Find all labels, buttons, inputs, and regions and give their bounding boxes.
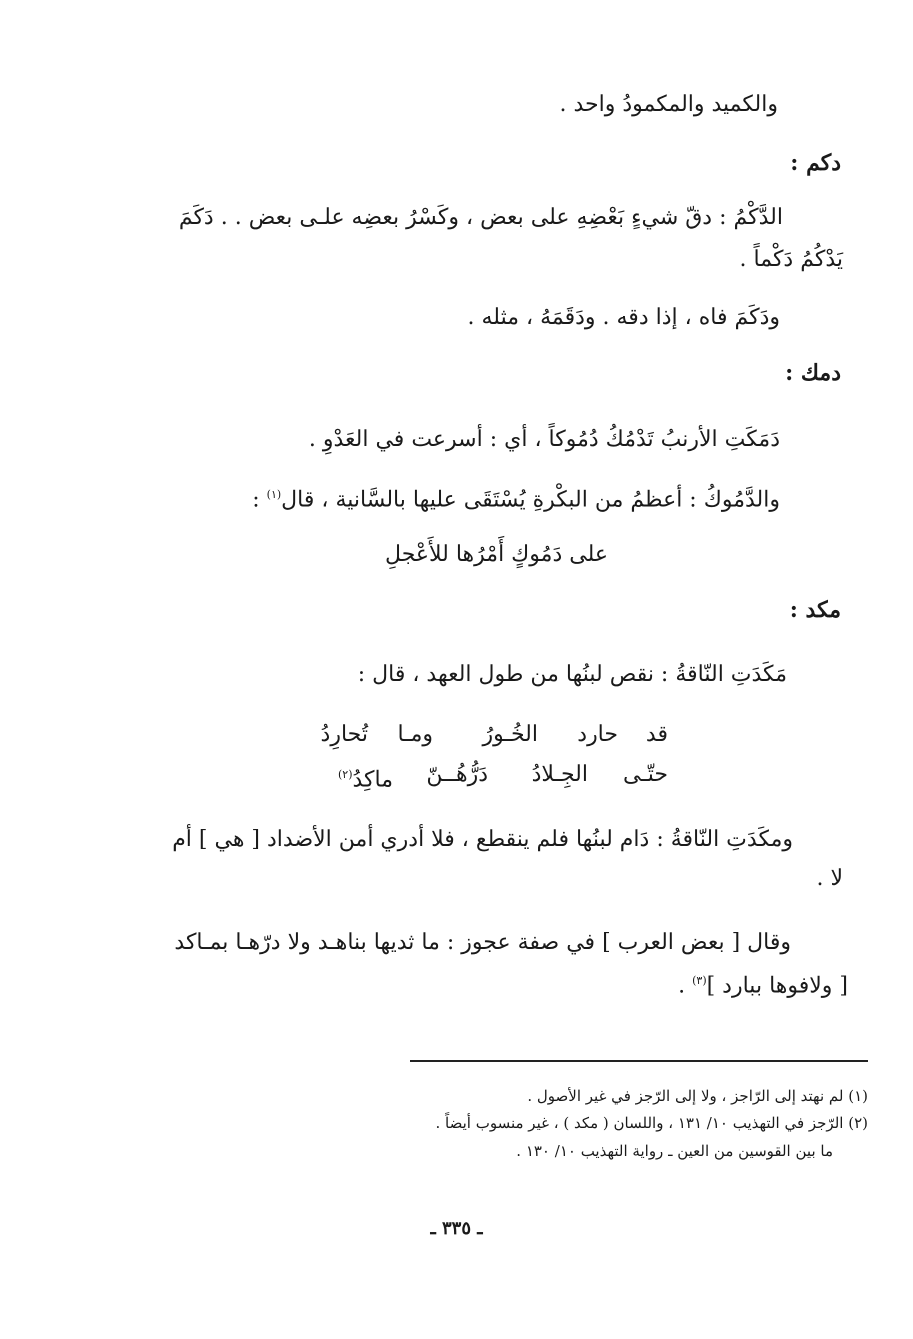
verse-2-word-4 bbox=[338, 760, 393, 795]
verse-1-word-3: الخُـورُ bbox=[482, 722, 538, 747]
verse-2-word-1: حتّـى bbox=[622, 762, 668, 787]
makd-paragraph-2-line-1: ومكَدَتِ النّاقةُ : دَام لبنُها فلم ينقطع ، فلا أدري أمن الأضداد [ هي ] أم bbox=[172, 827, 793, 852]
damk-paragraph-2-text: والدَّمُوكُ : أعظمُ من البكْرةِ يُسْتَقَى عليها بالسَّانية ، قال bbox=[281, 487, 780, 513]
verse-2-word-2: الجِـلادُ bbox=[531, 762, 588, 787]
footnote-1: (١) لم نهتد إلى الرّاجز ، ولا إلى الرّجز في غير الأصول . bbox=[527, 1087, 868, 1105]
page-number: ـ ٣٣٥ ـ bbox=[430, 1218, 483, 1239]
heading-damk: دمك : bbox=[785, 360, 841, 386]
damk-paragraph-2-end: : bbox=[252, 487, 267, 513]
text-line-kamid: والكميد والمكمودُ واحد . bbox=[559, 92, 778, 117]
makd-paragraph-3-end: . bbox=[678, 973, 693, 999]
footnote-3: ما بين القوسين من العين ـ رواية التهذيب ١٠/ ١٣٠ . bbox=[516, 1142, 833, 1160]
makd-paragraph-1: مَكَدَتِ النّاقةُ : نقص لبنُها من طول العهد ، قال : bbox=[357, 662, 787, 687]
dakm-paragraph-2: ودَكَمَ فاه ، إذا دقه . ودَقَمَهُ ، مثله . bbox=[467, 305, 780, 330]
verse-2-word-3: دَرُّهُــنّ bbox=[426, 762, 488, 787]
makd-paragraph-3-line-1: وقال [ بعض العرب ] في صفة عجوز : ما ثديها بناهـد ولا درّهـا بمـاكد bbox=[174, 930, 791, 955]
verse-1-word-1: قد bbox=[645, 722, 668, 747]
damk-paragraph-2 bbox=[252, 480, 780, 515]
footnote-divider bbox=[410, 1060, 868, 1062]
verse-2-word-4-text: ماكِدُ bbox=[352, 767, 393, 793]
heading-dakm: دكم : bbox=[790, 150, 841, 176]
heading-makd: مكد : bbox=[789, 597, 841, 623]
makd-paragraph-2-line-2: لا . bbox=[816, 866, 843, 891]
dakm-paragraph-1-line-1: الدَّكْمُ : دقّ شيءٍ بَعْضِهِ على بعض ، وكَسْرُ بعضِه علـى بعض . . دَكَمَ bbox=[178, 205, 783, 230]
verse-1-word-4: ومـا bbox=[397, 722, 433, 747]
verse-1-word-5: تُحارِدُ bbox=[320, 722, 368, 747]
damk-verse: على دَمُوكٍ أَمْرُها للأَعْجلِ bbox=[385, 542, 608, 567]
makd-paragraph-3-text: [ ولافوها ببارد ] bbox=[706, 973, 848, 999]
footnote-ref-1: (١) bbox=[266, 488, 282, 501]
footnote-ref-2: (٢) bbox=[337, 768, 353, 781]
footnote-2: (٢) الرّجز في التهذيب ١٠/ ١٣١ ، واللسان ( مكد ) ، غير منسوب أيضاً . bbox=[435, 1114, 868, 1132]
footnote-ref-3: (٣) bbox=[692, 974, 707, 987]
makd-paragraph-3-line-2 bbox=[678, 966, 848, 1001]
damk-paragraph-1: دَمَكَتِ الأرنبُ تَدْمُكُ دُمُوكاً ، أي : أسرعت في العَدْوِ . bbox=[308, 427, 780, 452]
dakm-paragraph-1-line-2: يَدْكُمُ دَكْماً . bbox=[739, 247, 843, 272]
verse-1-word-2: حارد bbox=[577, 722, 618, 747]
